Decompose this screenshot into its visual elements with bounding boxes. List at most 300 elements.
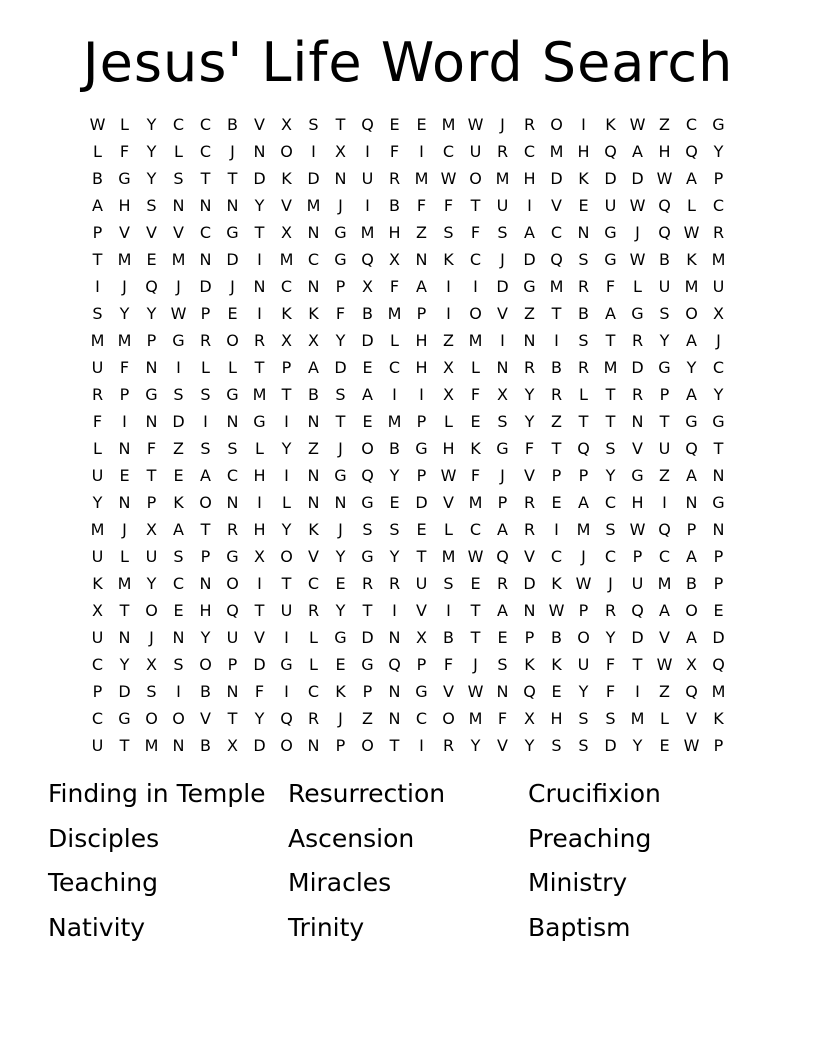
grid-letter: Y [281,520,292,539]
grid-letter: X [686,655,697,674]
grid-letter: P [551,466,562,485]
grid-letter: W [629,250,646,269]
grid-letter: N [307,412,320,431]
grid-letter: N [631,412,644,431]
grid-letter: E [713,601,724,620]
grid-letter: P [335,736,346,755]
grid-letter: X [281,331,292,350]
grid-letter: N [685,493,698,512]
grid-letter: C [172,574,185,593]
grid-letter: I [176,682,181,701]
grid-letter: G [253,412,266,431]
grid-letter: W [683,223,700,242]
grid-letter: T [335,412,346,431]
grid-letter: O [226,331,239,350]
grid-letter: N [199,196,212,215]
grid-row [84,219,732,246]
grid-letter: R [604,601,617,620]
grid-letter: T [632,655,643,674]
grid-letter: U [415,574,428,593]
grid-letter: F [119,142,130,161]
grid-letter: W [170,304,187,323]
grid-letter: T [659,412,670,431]
grid-letter: K [308,304,319,323]
grid-letter: X [281,223,292,242]
grid-letter: C [199,142,212,161]
grid-letter: D [496,277,509,296]
grid-letter: V [173,223,184,242]
grid-row [84,111,732,138]
grid-letter: Q [550,250,563,269]
grid-letter: U [91,628,104,647]
grid-letter: M [576,520,591,539]
grid-letter: N [388,682,401,701]
grid-letter: D [523,250,536,269]
grid-letter: N [496,358,509,377]
grid-letter: Z [659,466,670,485]
grid-letter: O [577,628,590,647]
grid-letter: V [254,628,265,647]
grid-letter: M [144,736,159,755]
grid-letter: U [91,466,104,485]
grid-letter: S [362,520,373,539]
grid-letter: T [281,385,292,404]
grid-letter: S [605,709,616,728]
grid-letter: I [257,250,262,269]
grid-letter: J [608,574,613,593]
grid-letter: E [173,466,184,485]
grid-letter: D [361,628,374,647]
grid-letter: S [578,736,589,755]
grid-letter: F [146,439,157,458]
grid-letter: L [282,493,291,512]
grid-letter: Q [361,250,374,269]
grid-letter: N [712,466,725,485]
grid-letter: Y [146,115,157,134]
grid-letter: D [118,682,131,701]
grid-letter: N [496,682,509,701]
grid-letter: J [149,628,154,647]
grid-letter: B [551,628,562,647]
grid-letter: B [659,250,670,269]
grid-letter: Q [496,547,509,566]
grid-letter: V [443,493,454,512]
grid-letter: Y [146,304,157,323]
grid-letter: O [280,547,293,566]
grid-letter: T [254,358,265,377]
grid-letter: O [199,655,212,674]
grid-letter: S [335,385,346,404]
grid-letter: E [551,493,562,512]
grid-letter: L [660,709,669,728]
grid-letter: G [118,169,131,188]
grid-letter: O [361,736,374,755]
grid-letter: T [551,439,562,458]
grid-letter: E [659,736,670,755]
grid-letter: L [228,358,237,377]
grid-letter: Q [577,439,590,458]
grid-letter: Q [604,142,617,161]
grid-letter: W [548,601,565,620]
grid-letter: M [387,412,402,431]
grid-letter: O [442,709,455,728]
grid-letter: B [389,196,400,215]
grid-letter: R [307,709,320,728]
grid-letter: E [578,196,589,215]
grid-letter: J [122,520,127,539]
grid-letter: G [334,250,347,269]
grid-letter: Q [361,466,374,485]
grid-letter: D [523,574,536,593]
grid-row [84,408,732,435]
grid-letter: E [470,412,481,431]
grid-letter: F [389,277,400,296]
grid-letter: Y [632,736,643,755]
grid-letter: I [95,277,100,296]
grid-letter: F [605,277,616,296]
grid-letter: R [523,115,536,134]
grid-letter: D [631,169,644,188]
grid-letter: C [226,466,239,485]
grid-letter: O [280,142,293,161]
grid-letter: A [686,385,697,404]
grid-letter: Z [551,412,562,431]
grid-letter: C [199,223,212,242]
grid-letter: I [635,682,640,701]
grid-letter: C [415,709,428,728]
grid-letter: K [443,250,454,269]
grid-letter: S [173,655,184,674]
grid-letter: H [631,493,644,512]
grid-letter: S [659,304,670,323]
grid-letter: N [226,196,239,215]
grid-letter: E [389,493,400,512]
grid-letter: M [90,331,105,350]
grid-letter: E [470,574,481,593]
grid-row [84,732,732,759]
grid-letter: I [365,196,370,215]
word-list-item: Trinity [288,912,365,942]
grid-letter: G [226,547,239,566]
grid-letter: I [419,142,424,161]
grid-letter: S [173,547,184,566]
grid-letter: M [90,520,105,539]
grid-letter: K [686,250,697,269]
grid-letter: C [307,574,320,593]
grid-letter: Z [659,682,670,701]
grid-letter: K [173,493,184,512]
grid-letter: T [605,385,616,404]
grid-letter: Q [523,682,536,701]
grid-letter: Y [686,358,697,377]
grid-letter: N [334,169,347,188]
grid-letter: P [578,466,589,485]
grid-letter: Y [146,574,157,593]
grid-letter: F [470,466,481,485]
grid-row [84,543,732,570]
grid-letter: D [712,628,725,647]
grid-letter: I [392,601,397,620]
grid-letter: U [145,547,158,566]
grid-row [84,462,732,489]
grid-letter: Y [578,682,589,701]
grid-letter: N [226,682,239,701]
grid-letter: O [469,304,482,323]
grid-letter: G [334,223,347,242]
grid-letter: Y [146,142,157,161]
grid-letter: R [226,520,239,539]
grid-letter: J [230,142,235,161]
grid-letter: T [92,250,103,269]
grid-letter: A [659,601,670,620]
grid-letter: I [365,142,370,161]
grid-letter: A [686,331,697,350]
grid-letter: F [389,142,400,161]
grid-letter: Y [659,331,670,350]
grid-letter: K [335,682,346,701]
grid-row [84,273,732,300]
grid-letter: N [199,250,212,269]
grid-letter: C [604,547,617,566]
grid-letter: P [686,520,697,539]
grid-letter: T [119,601,130,620]
grid-letter: A [578,493,589,512]
word-list-item: Ministry [528,868,628,897]
grid-letter: F [605,655,616,674]
grid-letter: Z [659,115,670,134]
grid-letter: N [226,412,239,431]
grid-letter: E [362,358,373,377]
grid-letter: Y [713,385,724,404]
grid-letter: R [523,358,536,377]
grid-letter: V [281,196,292,215]
grid-letter: S [173,385,184,404]
grid-letter: A [632,142,643,161]
grid-letter: Q [685,142,698,161]
grid-letter: R [307,601,320,620]
grid-letter: S [200,439,211,458]
grid-letter: N [172,736,185,755]
grid-letter: I [554,520,559,539]
grid-letter: T [389,736,400,755]
grid-letter: M [441,547,456,566]
grid-letter: G [361,547,374,566]
grid-letter: N [415,250,428,269]
grid-letter: R [550,385,563,404]
grid-letter: F [524,439,535,458]
grid-letter: T [200,169,211,188]
grid-letter: L [687,196,696,215]
grid-letter: A [605,304,616,323]
grid-letter: D [226,250,239,269]
grid-letter: H [199,601,212,620]
grid-letter: I [176,358,181,377]
grid-letter: I [500,331,505,350]
grid-letter: P [200,304,211,323]
grid-letter: P [119,385,130,404]
grid-letter: W [575,574,592,593]
grid-letter: N [199,574,212,593]
grid-row [84,192,732,219]
grid-letter: S [551,736,562,755]
grid-letter: L [579,385,588,404]
grid-letter: R [523,520,536,539]
grid-letter: Y [605,466,616,485]
grid-letter: I [527,196,532,215]
grid-letter: C [307,682,320,701]
grid-letter: S [173,169,184,188]
grid-letter: R [712,223,725,242]
grid-letter: B [200,736,211,755]
grid-letter: H [523,169,536,188]
grid-letter: R [361,574,374,593]
grid-letter: O [280,736,293,755]
grid-letter: X [389,250,400,269]
word-list-item: Preaching [528,823,652,853]
grid-letter: W [89,115,106,134]
grid-letter: R [496,574,509,593]
grid-letter: O [469,169,482,188]
grid-letter: J [716,331,721,350]
grid-letter: K [92,574,103,593]
grid-letter: O [550,115,563,134]
grid-letter: C [658,547,671,566]
grid-letter: M [171,250,186,269]
grid-letter: R [577,358,590,377]
grid-letter: H [442,439,455,458]
grid-letter: N [388,709,401,728]
grid-letter: R [388,574,401,593]
grid-letter: I [284,682,289,701]
grid-letter: S [92,304,103,323]
grid-letter: G [604,250,617,269]
grid-letter: G [523,277,536,296]
grid-letter: Y [200,628,211,647]
grid-letter: F [443,196,454,215]
grid-row [84,246,732,273]
grid-letter: Q [145,277,158,296]
grid-letter: P [497,493,508,512]
grid-letter: J [338,709,343,728]
grid-row [84,381,732,408]
word-list-item: Teaching [48,868,158,897]
grid-letter: P [713,574,724,593]
grid-letter: F [605,682,616,701]
grid-letter: S [308,115,319,134]
grid-letter: V [632,439,643,458]
grid-letter: S [578,709,589,728]
grid-letter: I [419,736,424,755]
grid-letter: M [468,709,483,728]
grid-letter: Q [631,601,644,620]
grid-letter: V [254,115,265,134]
grid-letter: L [633,277,642,296]
grid-letter: F [416,196,427,215]
grid-letter: Y [389,547,400,566]
grid-letter: S [200,385,211,404]
grid-letter: Q [388,655,401,674]
grid-letter: M [279,250,294,269]
word-list-item: Nativity [48,912,146,942]
grid-letter: K [281,169,292,188]
grid-letter: M [252,385,267,404]
grid-letter: R [631,385,644,404]
grid-letter: W [440,169,457,188]
grid-letter: F [254,682,265,701]
grid-letter: U [631,574,644,593]
grid-letter: N [307,493,320,512]
grid-letter: G [118,709,131,728]
grid-letter: M [549,142,564,161]
grid-letter: M [117,574,132,593]
grid-letter: A [686,169,697,188]
word-list-item: Disciples [48,823,160,853]
grid-letter: J [473,655,478,674]
grid-letter: B [92,169,103,188]
grid-letter: Y [119,655,130,674]
grid-letter: M [306,196,321,215]
grid-letter: L [309,628,318,647]
grid-letter: T [254,223,265,242]
grid-letter: G [334,466,347,485]
grid-letter: R [253,331,266,350]
grid-letter: Q [658,196,671,215]
grid-letter: K [308,520,319,539]
grid-letter: A [686,466,697,485]
grid-letter: P [92,223,103,242]
grid-letter: U [469,142,482,161]
grid-letter: M [117,250,132,269]
grid-letter: U [91,358,104,377]
grid-letter: P [632,547,643,566]
grid-letter: Z [443,331,454,350]
grid-letter: B [389,439,400,458]
grid-row [84,435,732,462]
grid-letter: B [200,682,211,701]
grid-letter: U [280,601,293,620]
grid-letter: D [415,493,428,512]
grid-letter: P [524,628,535,647]
grid-letter: F [470,223,481,242]
grid-letter: M [657,574,672,593]
grid-letter: S [389,520,400,539]
grid-letter: I [446,304,451,323]
grid-letter: S [605,520,616,539]
grid-letter: I [662,493,667,512]
grid-letter: Y [470,736,481,755]
grid-letter: N [172,196,185,215]
grid-letter: G [172,331,185,350]
grid-letter: U [658,277,671,296]
grid-letter: T [551,304,562,323]
grid-letter: N [388,628,401,647]
grid-letter: M [549,277,564,296]
grid-letter: N [253,277,266,296]
grid-letter: T [713,439,724,458]
grid-letter: A [308,358,319,377]
grid-letter: Y [254,196,265,215]
grid-letter: P [416,304,427,323]
grid-letter: E [173,601,184,620]
grid-letter: G [226,385,239,404]
grid-letter: I [392,385,397,404]
grid-letter: B [578,304,589,323]
grid-letter: S [227,439,238,458]
grid-letter: X [335,142,346,161]
grid-letter: T [362,601,373,620]
grid-letter: I [311,142,316,161]
grid-letter: L [93,439,102,458]
